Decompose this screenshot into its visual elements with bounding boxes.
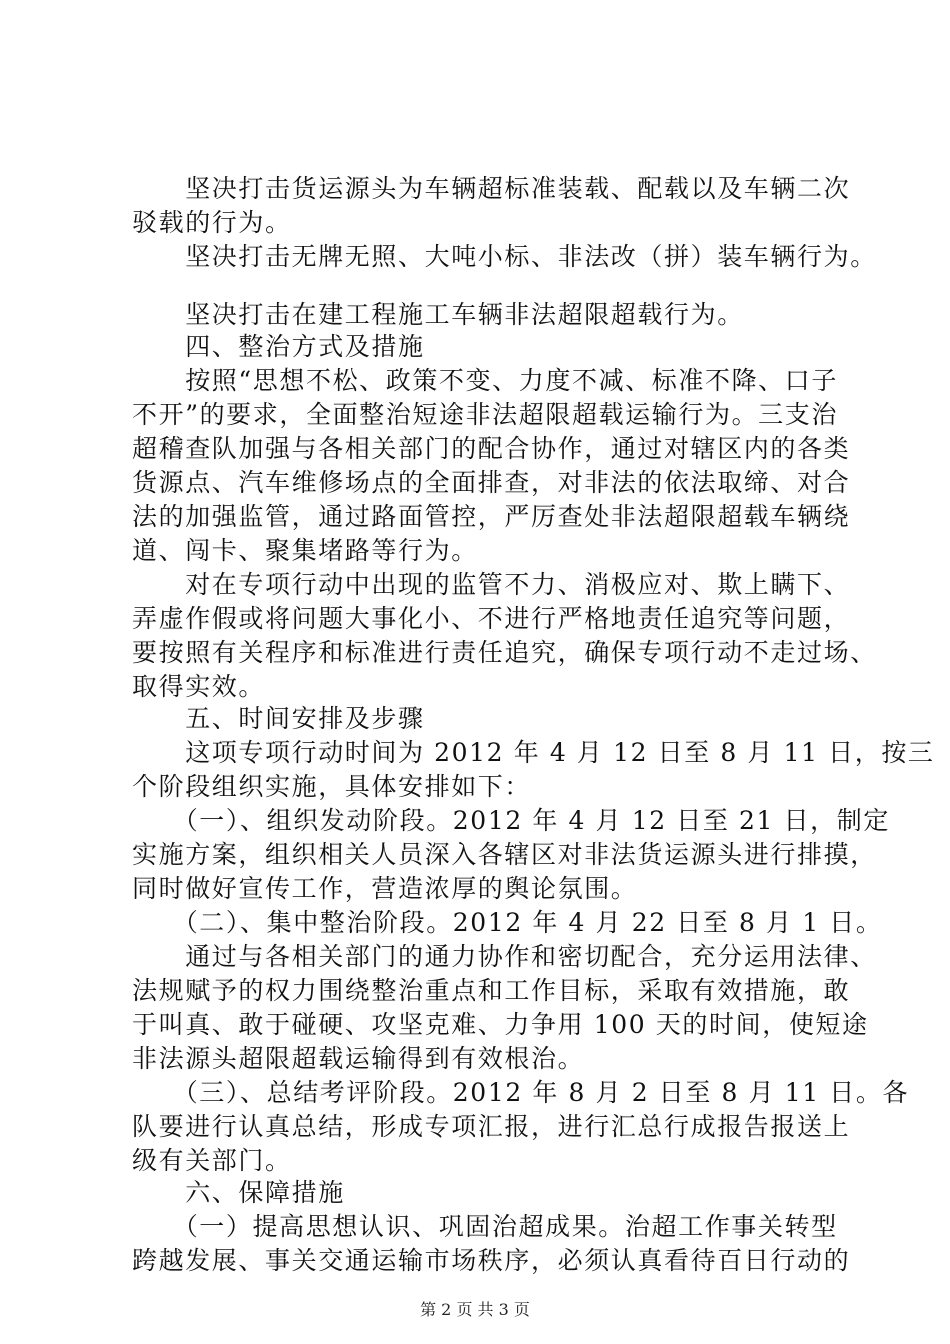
body-line: 通过与各相关部门的通力协作和密切配合，充分运用法律、 [132, 942, 877, 971]
body-line: 弄虚作假或将问题大事化小、不进行严格地责任追究等问题， [132, 604, 851, 633]
body-line: 个阶段组织实施，具体安排如下： [132, 772, 532, 801]
body-line: 同时做好宣传工作，营造浓厚的舆论氛围。 [132, 874, 638, 903]
section-heading: 五、时间安排及步骤 [132, 704, 425, 733]
body-line: 驳载的行为。 [132, 208, 292, 237]
body-line: 按照“思想不松、政策不变、力度不减、标准不降、口子 [132, 366, 838, 395]
body-line: （二）、集中整治阶段。2012 年 4 月 22 日至 8 月 1 日。 [132, 908, 883, 937]
body-line: 这项专项行动时间为 2012 年 4 月 12 日至 8 月 11 日，按三 [132, 738, 935, 767]
section-heading: 六、保障措施 [132, 1178, 345, 1207]
body-line: 货源点、汽车维修场点的全面排查，对非法的依法取缔、对合 [132, 468, 851, 497]
body-line: 队要进行认真总结，形成专项汇报，进行汇总行成报告报送上 [132, 1112, 851, 1141]
body-line: 道、闯卡、聚集堵路等行为。 [132, 536, 478, 565]
body-line: 非法源头超限超载运输得到有效根治。 [132, 1044, 585, 1073]
section-heading: 四、整治方式及措施 [132, 332, 425, 361]
body-line: 法规赋予的权力围绕整治重点和工作目标，采取有效措施，敢 [132, 976, 851, 1005]
body-line: （一）、组织发动阶段。2012 年 4 月 12 日至 21 日，制定 [132, 806, 890, 835]
body-line: 不开”的要求，全面整治短途非法超限超载运输行为。三支治 [132, 400, 838, 429]
body-line: （三）、总结考评阶段。2012 年 8 月 2 日至 8 月 11 日。各 [132, 1078, 910, 1107]
body-line: 要按照有关程序和标准进行责任追究，确保专项行动不走过场、 [132, 638, 877, 667]
body-line: 法的加强监管，通过路面管控，严厉查处非法超限超载车辆绕 [132, 502, 851, 531]
body-line: 超稽查队加强与各相关部门的配合协作，通过对辖区内的各类 [132, 434, 851, 463]
body-line: 级有关部门。 [132, 1146, 292, 1175]
body-line: 坚决打击无牌无照、大吨小标、非法改（拼）装车辆行为。 [132, 242, 877, 271]
body-line: 取得实效。 [132, 672, 266, 701]
body-line: 跨越发展、事关交通运输市场秩序，必须认真看待百日行动的 [132, 1246, 851, 1275]
body-line: 于叫真、敢于碰硬、攻坚克难、力争用 100 天的时间，使短途 [132, 1010, 869, 1039]
body-line: 对在专项行动中出现的监管不力、消极应对、欺上瞒下、 [132, 570, 851, 599]
body-line: （一）提高思想认识、巩固治超成果。治超工作事关转型 [132, 1212, 838, 1241]
page-footer: 第 2 页 共 3 页 [420, 1300, 530, 1319]
body-line: 坚决打击在建工程施工车辆非法超限超载行为。 [132, 300, 744, 329]
body-line: 实施方案，组织相关人员深入各辖区对非法货运源头进行排摸， [132, 840, 877, 869]
body-line: 坚决打击货运源头为车辆超标准装载、配载以及车辆二次 [132, 174, 851, 203]
